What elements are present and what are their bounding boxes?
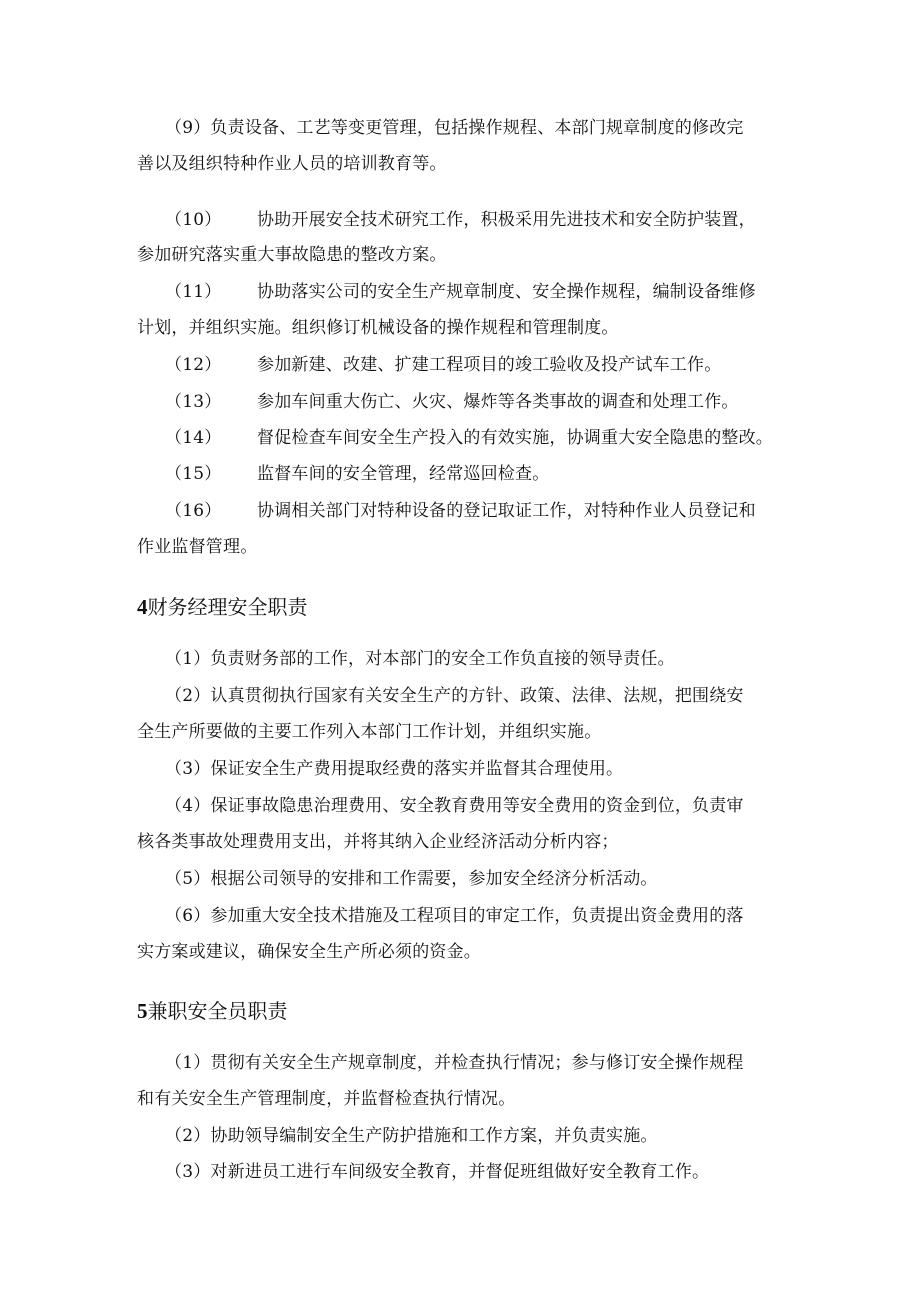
s4-item-5-number: （5） (165, 869, 211, 889)
s4-item-6-line-1 (165, 905, 744, 927)
s4-item-6-line-2: 实方案或建议，确保安全生产所必须的资金。 (137, 942, 481, 962)
item-11-text-1: 协助落实公司的安全生产规章制度、安全操作规程，编制设备维修 (257, 282, 756, 302)
s5-item-1-line-2: 和有关安全生产管理制度，并监督检查执行情况。 (137, 1089, 516, 1109)
s4-item-2-number: （2） (165, 686, 211, 706)
s5-item-2-text-1: 协助领导编制安全生产防护措施和工作方案，并负责实施。 (210, 1126, 658, 1146)
s4-item-4-text-1: 保证事故隐患治理费用、安全教育费用等安全费用的资金到位，负责审 (210, 796, 744, 816)
item-13-text-1: 参加车间重大伤亡、火灾、爆炸等各类事故的调查和处理工作。 (257, 392, 739, 412)
section-5-heading (137, 998, 288, 1024)
item-16-line-2: 作业监督管理。 (137, 537, 258, 557)
item-14-number: （14） (165, 428, 222, 448)
item-9-text-1: 负责设备、工艺等变更管理，包括操作规程、本部门规章制度的修改完 (210, 118, 744, 138)
s5-item-3-number: （3） (165, 1162, 211, 1182)
s4-item-1-number: （1） (165, 649, 211, 669)
item-12-number: （12） (165, 355, 222, 375)
s4-item-3-text-1: 保证安全生产费用提取经费的落实并监督其合理使用。 (210, 759, 624, 779)
item-13-line-1 (165, 391, 739, 413)
s4-item-4-line-1 (165, 795, 744, 817)
item-10-line-2: 参加研究落实重大事故隐患的整改方案。 (137, 245, 447, 265)
item-10-number: （10） (165, 210, 222, 230)
s4-item-3-line-1 (165, 758, 623, 780)
s4-item-6-number: （6） (165, 906, 211, 926)
s4-item-5-line-1 (165, 868, 658, 890)
item-11-number: （11） (165, 282, 222, 302)
item-15-number: （15） (165, 464, 222, 484)
item-9-line-2: 善以及组织特种作业人员的培训教育等。 (137, 154, 447, 174)
item-11-line-2: 计划，并组织实施。组织修订机械设备的操作规程和管理制度。 (137, 318, 619, 338)
s4-item-4-number: （4） (165, 796, 211, 816)
item-11-line-1 (165, 281, 756, 303)
section-5-title: 兼职安全员职责 (147, 999, 288, 1023)
s4-item-5-text-1: 根据公司领导的安排和工作需要，参加安全经济分析活动。 (210, 869, 658, 889)
s4-item-4-line-2: 核各类事故处理费用支出，并将其纳入企业经济活动分析内容； (137, 832, 619, 852)
item-15-line-1 (165, 463, 549, 485)
s4-item-2-line-2: 全生产所要做的主要工作列入本部门工作计划，并组织实施。 (137, 722, 602, 742)
s4-item-1-text-1: 负责财务部的工作，对本部门的安全工作负直接的领导责任。 (210, 649, 675, 669)
item-9-number: （9） (165, 118, 211, 138)
s5-item-2-number: （2） (165, 1126, 211, 1146)
item-16-text-1: 协调相关部门对特种设备的登记取证工作，对特种作业人员登记和 (257, 501, 756, 521)
item-13-number: （13） (165, 392, 222, 412)
item-14-line-1 (165, 427, 773, 449)
item-9-line-1 (165, 117, 744, 139)
s4-item-2-text-1: 认真贯彻执行国家有关安全生产的方针、政策、法律、法规，把围绕安 (210, 686, 744, 706)
item-10-line-1 (165, 209, 756, 231)
item-12-text-1: 参加新建、改建、扩建工程项目的竣工验收及投产试车工作。 (257, 355, 722, 375)
s5-item-1-number: （1） (165, 1053, 211, 1073)
section-4-title: 财务经理安全职责 (147, 595, 308, 619)
item-14-text-1: 督促检查车间安全生产投入的有效实施，协调重大安全隐患的整改。 (257, 428, 773, 448)
s4-item-3-number: （3） (165, 759, 211, 779)
s5-item-1-line-1 (165, 1052, 744, 1074)
section-5-number: 5 (137, 999, 148, 1023)
section-4-heading (137, 594, 308, 620)
item-10-text-1: 协助开展安全技术研究工作，积极采用先进技术和安全防护装置， (257, 210, 756, 230)
item-16-line-1 (165, 500, 756, 522)
s5-item-1-text-1: 贯彻有关安全生产规章制度，并检查执行情况；参与修订安全操作规程 (210, 1053, 744, 1073)
item-16-number: （16） (165, 501, 222, 521)
s5-item-3-line-1 (165, 1161, 709, 1183)
item-12-line-1 (165, 354, 721, 376)
s5-item-2-line-1 (165, 1125, 658, 1147)
s4-item-2-line-1 (165, 685, 744, 707)
s5-item-3-text-1: 对新进员工进行车间级安全教育，并督促班组做好安全教育工作。 (210, 1162, 710, 1182)
section-4-number: 4 (137, 595, 148, 619)
item-15-text-1: 监督车间的安全管理，经常巡回检查。 (257, 464, 550, 484)
s4-item-6-text-1: 参加重大安全技术措施及工程项目的审定工作，负责提出资金费用的落 (210, 906, 744, 926)
s4-item-1-line-1 (165, 648, 675, 670)
